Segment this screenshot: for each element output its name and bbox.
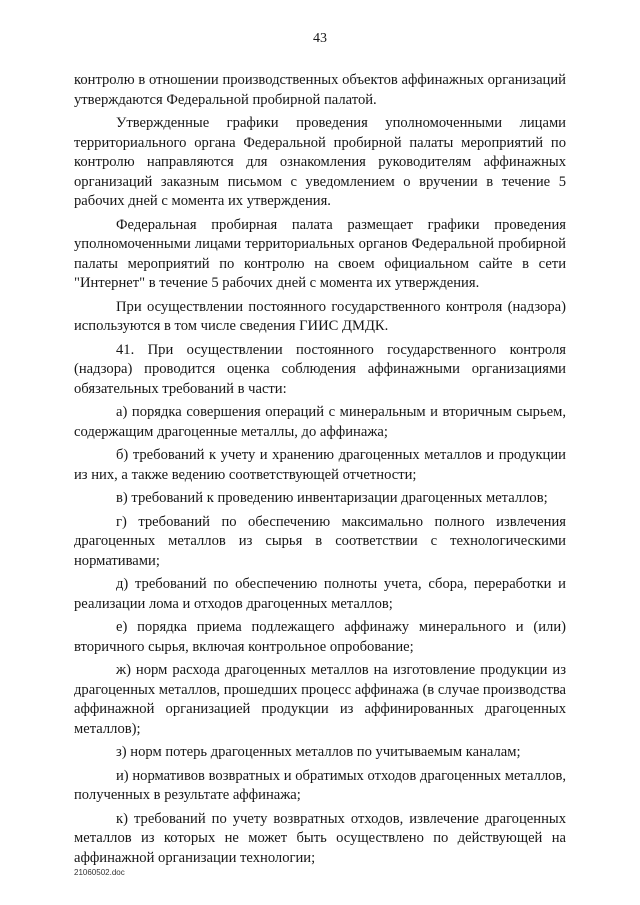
list-item-d: д) требований по обеспечению полноты учета, сбора, переработки и реализации лома и отходов драгоценных металлов; <box>74 576 566 612</box>
list-item-zh: ж) норм расхода драгоценных металлов на изготовление продукции из драгоценных металлов, прошедших процесс аффинажа (в случае производства аффинажной организацией продукции из аффинированных драгоценных металлов); <box>74 662 566 737</box>
paragraph-item-41: 41. При осуществлении постоянного государственного контроля (надзора) проводится оценка соблюдения аффинажными организациями обязательных требований в части: <box>74 341 566 397</box>
list-item-a: а) порядка совершения операций с минеральным и вторичным сырьем, содержащим драгоценные металлы, до аффинажа; <box>74 404 566 440</box>
paragraph-schedules-sent: Утвержденные графики проведения уполномоченными лицами территориального органа Федеральной пробирной палаты мероприятий по контролю направляются для ознакомления руководителям аффинажных организаций заказным письмом с уведомлением о вручении в течение 5 рабочих дней с момента их утверждения. <box>74 115 566 209</box>
list-item-z: з) норм потерь драгоценных металлов по учитываемым каналам; <box>116 744 521 760</box>
list-item-v: в) требований к проведению инвентаризации драгоценных металлов; <box>116 490 548 506</box>
page-number: 43 <box>313 31 327 46</box>
paragraph-continuation: контролю в отношении производственных объектов аффинажных организаций утверждаются Федеральной пробирной палатой. <box>74 72 566 108</box>
list-item-i: и) нормативов возвратных и обратимых отходов драгоценных металлов, полученных в результате аффинажа; <box>74 767 566 803</box>
document-body <box>74 71 566 868</box>
list-item-g: г) требований по обеспечению максимально полного извлечения драгоценных металлов из сырья в соответствии с технологическими нормативами; <box>74 513 566 569</box>
list-item-e: е) порядка приема подлежащего аффинажу минерального и (или) вторичного сырья, включая контрольное опробование; <box>74 619 566 655</box>
footer-filename: 21060502.doc <box>74 868 125 877</box>
paragraph-giis-dmdk: При осуществлении постоянного государственного контроля (надзора) используются в том числе сведения ГИИС ДМДК. <box>74 298 566 334</box>
list-item-b: б) требований к учету и хранению драгоценных металлов и продукции из них, а также ведению соответствующей отчетности; <box>74 447 566 483</box>
paragraph-schedules-published: Федеральная пробирная палата размещает графики проведения уполномоченными лицами территориальных органов Федеральной пробирной палаты мероприятий по контролю на своем официальном сайте в сети "Интернет" в течение 5 рабочих дней с момента их утверждения. <box>74 216 566 291</box>
list-item-k: к) требований по учету возвратных отходов, извлечение драгоценных металлов из которых не может быть осуществлено по действующей на аффинажной организации технологии; <box>74 810 566 866</box>
